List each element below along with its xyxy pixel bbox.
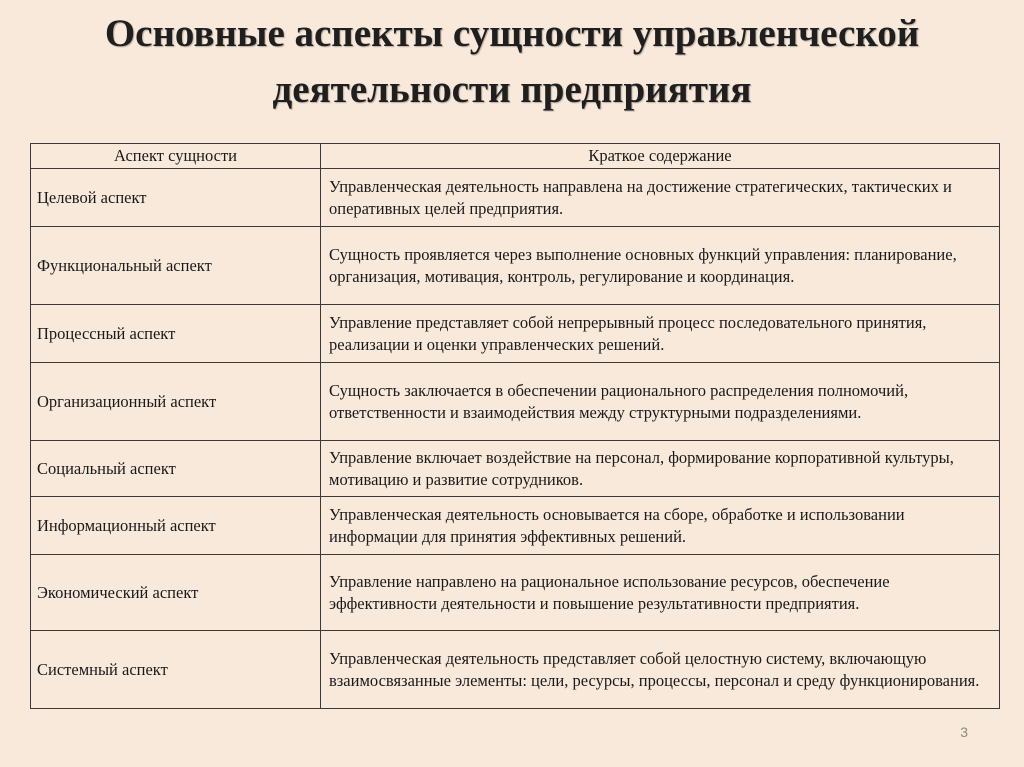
table-row	[31, 305, 1000, 363]
table-row	[31, 363, 1000, 441]
aspect-name: Экономический аспект	[31, 555, 321, 631]
aspect-description: Управленческая деятельность представляет собой целостную систему, включающую взаимосвязанные элементы: цели, ресурсы, процессы, персонал и среду функционирования.	[321, 631, 1000, 709]
aspect-name: Информационный аспект	[31, 497, 321, 555]
slide-title-line-2: деятельности предприятия	[272, 68, 752, 111]
aspect-name: Функциональный аспект	[31, 227, 321, 305]
aspects-table	[30, 143, 1000, 709]
slide-title-line-1: Основные аспекты сущности управленческой	[104, 12, 920, 55]
aspect-description: Управление представляет собой непрерывный процесс последовательного принятия, реализации и оценки управленческих решений.	[321, 305, 1000, 363]
aspect-description: Управление включает воздействие на персонал, формирование корпоративной культуры, мотивацию и развитие сотрудников.	[321, 441, 1000, 497]
table-header-row	[31, 144, 1000, 169]
aspect-description: Сущность проявляется через выполнение основных функций управления: планирование, организация, мотивация, контроль, регулирование и координация.	[321, 227, 1000, 305]
aspect-name: Целевой аспект	[31, 169, 321, 227]
aspect-name: Процессный аспект	[31, 305, 321, 363]
aspect-description: Сущность заключается в обеспечении рационального распределения полномочий, ответственности и взаимодействия между структурными подразделениями.	[321, 363, 1000, 441]
table-row	[31, 555, 1000, 631]
aspect-name: Организационный аспект	[31, 363, 321, 441]
table-row	[31, 227, 1000, 305]
column-header-aspect: Аспект сущности	[31, 144, 321, 169]
aspect-description: Управление направлено на рациональное использование ресурсов, обеспечение эффективности деятельности и повышение результативности предприятия.	[321, 555, 1000, 631]
aspect-description: Управленческая деятельность основывается на сборе, обработке и использовании информации для принятия эффективных решений.	[321, 497, 1000, 555]
table-row	[31, 441, 1000, 497]
table-row	[31, 169, 1000, 227]
aspect-name: Системный аспект	[31, 631, 321, 709]
page-number: 3	[960, 724, 968, 740]
table-row	[31, 631, 1000, 709]
aspect-description: Управленческая деятельность направлена на достижение стратегических, тактических и оперативных целей предприятия.	[321, 169, 1000, 227]
column-header-content: Краткое содержание	[321, 144, 1000, 169]
aspect-name: Социальный аспект	[31, 441, 321, 497]
slide-title	[0, 6, 1024, 118]
table-row	[31, 497, 1000, 555]
